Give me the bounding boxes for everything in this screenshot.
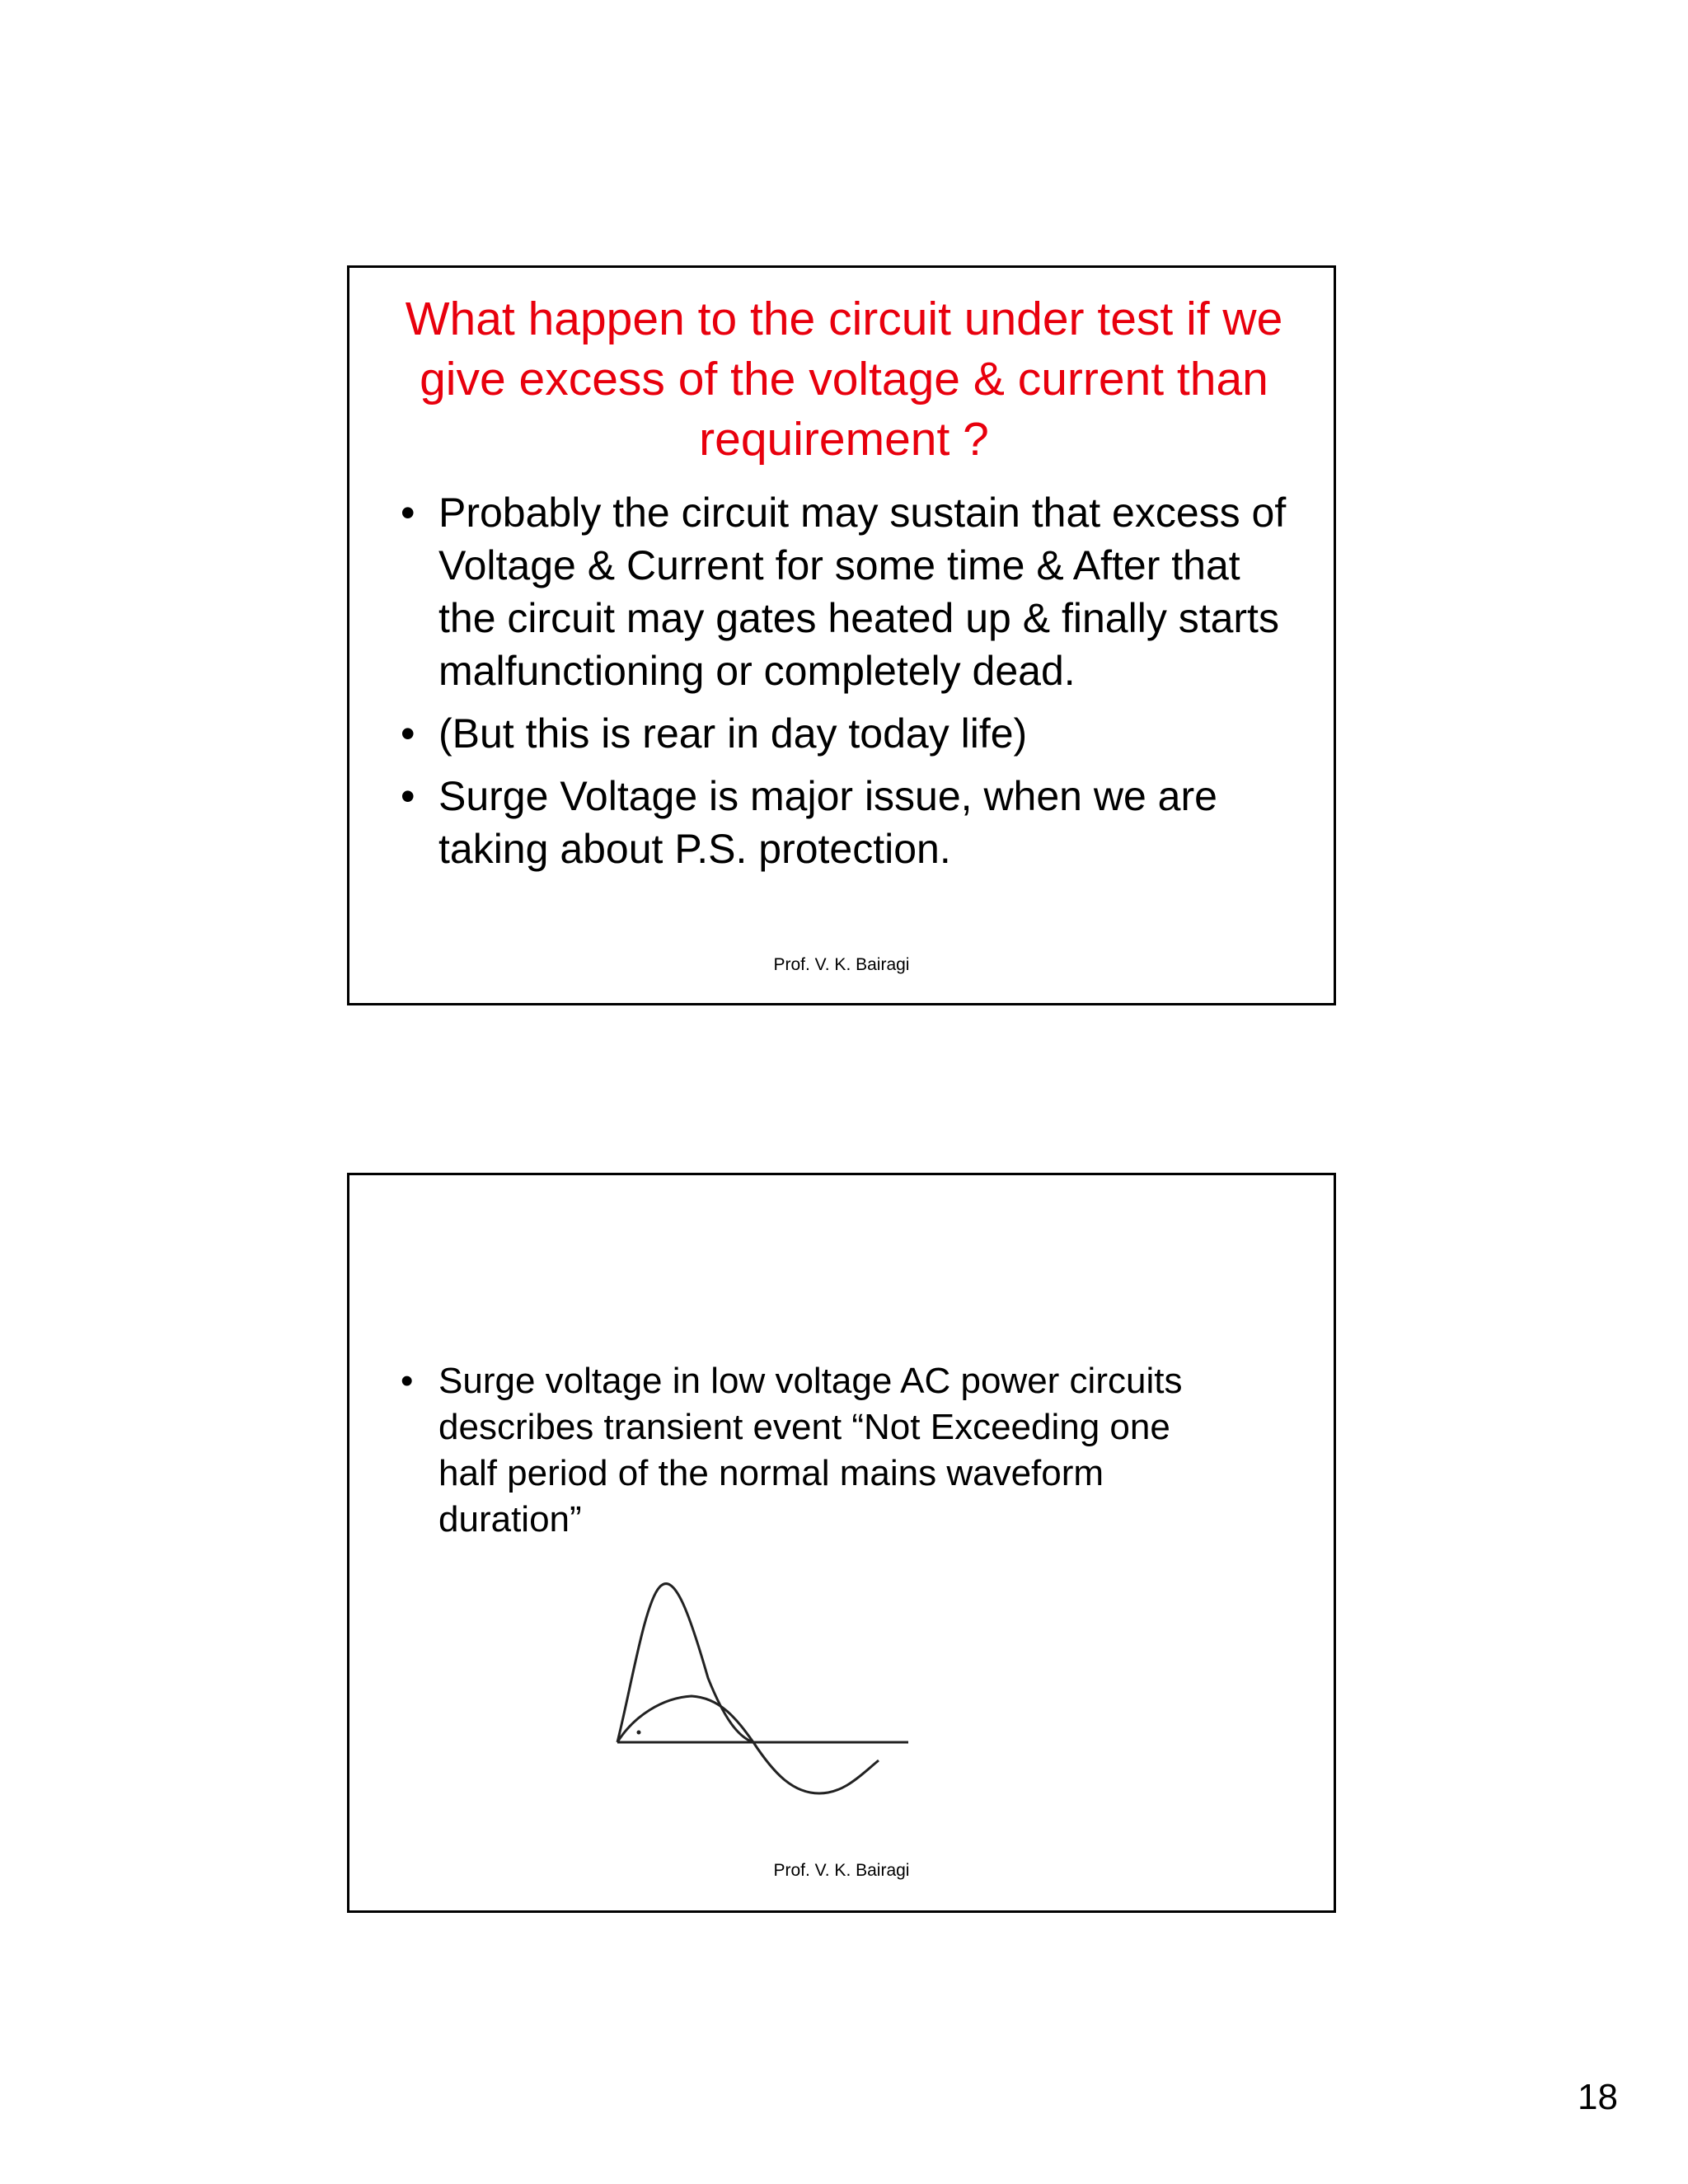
sine-wave [617,1696,879,1793]
bullet-dot: • [401,490,415,536]
bullet-text: Probably the circuit may sustain that excess of Voltage & Current for some time & After that the circuit may gates heated up & finally starts malfunctioning or completely dead. [438,490,1287,694]
page-number: 18 [1578,2077,1618,2117]
surge-waveform-diagram [597,1554,910,1818]
bullet-item [401,1358,1192,1543]
bullet-text: (But this is rear in day today life) [438,710,1028,757]
bullet-text: Surge voltage in low voltage AC power circuits describes transient event “Not Exceeding one half period of the normal mains waveform duration” [438,1361,1183,1540]
bullet-text: Surge Voltage is major issue, when we are taking about P.S. protection. [438,773,1217,872]
bullet-item [401,486,1307,697]
bullet-item [401,707,1307,760]
bullet-dot: • [401,1361,414,1401]
slide-2 [347,1173,1336,1913]
bullet-dot: • [401,710,415,757]
bullet-item [401,770,1307,875]
slide-1-footer: Prof. V. K. Bairagi [773,955,910,974]
slide-1-bullet-list [401,486,1307,885]
slide-1-title: What happen to the circuit under test if we give excess of the voltage & current than requirement ? [405,293,1283,466]
bullet-dot: • [401,773,415,819]
slide-2-bullet-list [401,1358,1192,1543]
slide-2-footer: Prof. V. K. Bairagi [773,1861,910,1880]
marker-dot [637,1731,641,1735]
slide-1 [347,265,1336,1005]
